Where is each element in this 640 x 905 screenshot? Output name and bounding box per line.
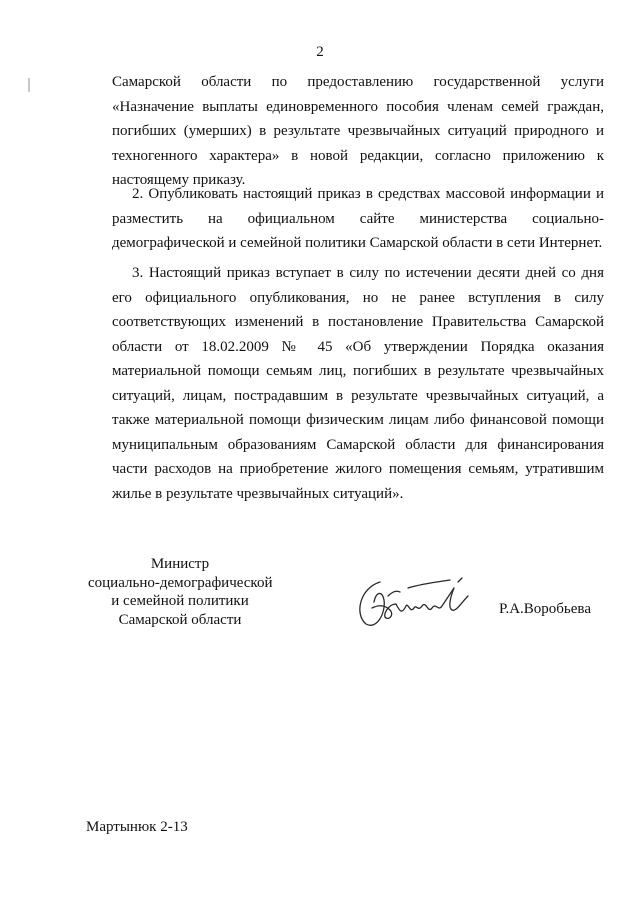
- executor-note: Мартынюк 2-13: [86, 819, 188, 835]
- handwritten-signature: [350, 574, 485, 632]
- signatory-name: Р.А.Воробьева: [499, 601, 591, 617]
- signatory-title-line: Самарской области: [118, 611, 242, 628]
- signatory-title-line: и семейной политики: [111, 593, 249, 609]
- paragraph-text: 3. Настоящий приказ вступает в силу по истечении десяти дней со дня его официального опубликования, но не ранее вступления в силу соответствующих изменений в постановление Правительства Самарской области от 18.02.2009 № 45 «Об утверждении Порядка оказания материальной помощи семьям лиц, погибших в результате чрезвычайных ситуаций, лицам, пострадавшим в результате чрезвычайных ситуаций, а также материальной помощи физическим лицам либо финансовой помощи муниципальным образованиям Самарской области для финансирования части расходов на приобретение жилого помещения семьям, утратившим жилье в результате чрезвычайных ситуаций».: [112, 265, 604, 502]
- paragraph-publication: [112, 182, 604, 256]
- signatory-title-line: Министр: [150, 556, 210, 572]
- scan-margin-mark: [28, 78, 30, 92]
- signatory-title-line: социально-демографической: [88, 574, 273, 591]
- signatory-title: [88, 555, 272, 629]
- page-number: 2: [316, 44, 324, 60]
- paragraph-text: Самарской области по предоставлению государственной услуги «Назначение выплаты единовременного пособия членам семей граждан, погибших (умерших) в результате чрезвычайных ситуаций природного и техногенного характера» в новой редакции, согласно приложению к настоящему приказу.: [112, 74, 604, 188]
- paragraph-text: 2. Опубликовать настоящий приказ в средствах массовой информации и разместить на официальном сайте министерства социально-демографической и семейной политики Самарской области в сети Интернет.: [112, 186, 604, 251]
- paragraph-effective-date: [112, 261, 604, 506]
- paragraph-continuation: [112, 70, 604, 193]
